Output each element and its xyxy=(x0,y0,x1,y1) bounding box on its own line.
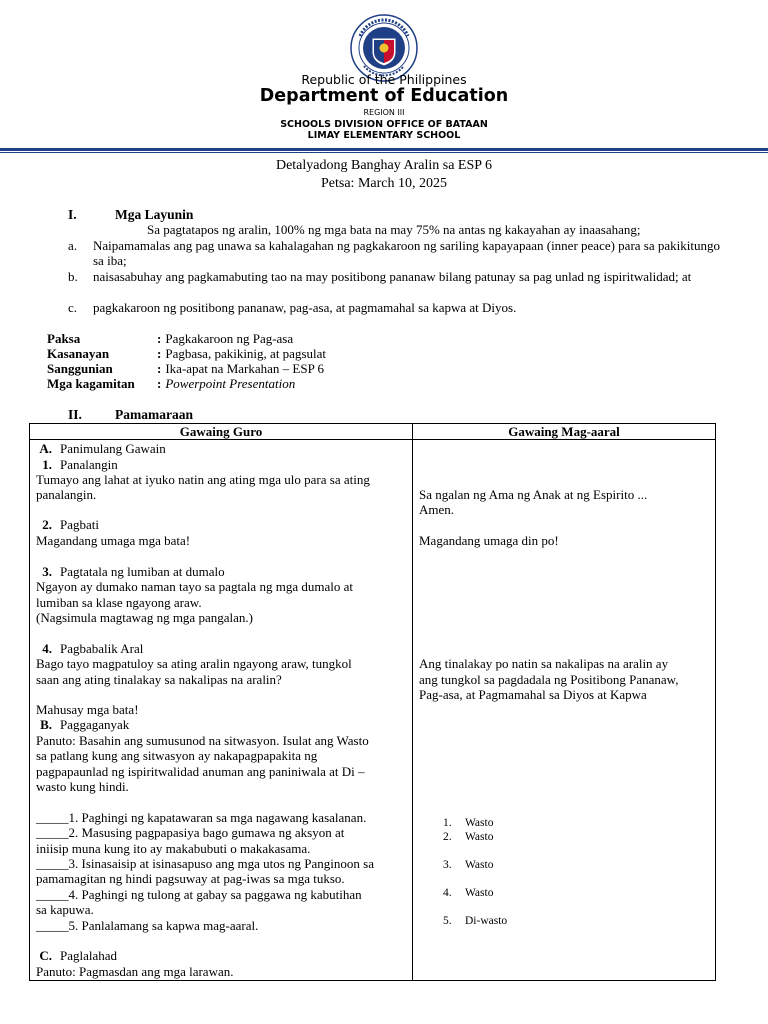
step-2-heading: 2. Pagbati xyxy=(42,517,99,532)
student-activities-cell xyxy=(413,440,716,981)
teacher-line: wasto kung hindi. xyxy=(36,779,129,794)
teacher-activities-cell xyxy=(30,440,413,981)
answer-item: 5. Di-wasto xyxy=(443,915,508,927)
teacher-line: (Nagsimula magtawag ng mga pangalan.) xyxy=(36,610,253,625)
teacher-line: lumiban sa klase ngayong araw. xyxy=(36,595,202,610)
student-response: Ang tinalakay po natin sa nakalipas na aralin ay xyxy=(419,656,669,671)
question-item: _____2. Masusing pagpapasiya bago gumawa ng aksyon at xyxy=(36,825,345,840)
objective-item: b. naisasabuhay ang pagkamabuting tao na may positibong pananaw bilang patunay sa pag unlad ng ispiritwalidad; at xyxy=(68,269,692,284)
question-item: _____5. Panlalamang sa kapwa mag-aaral. xyxy=(36,918,259,933)
answer-item: 3. Wasto xyxy=(443,859,494,871)
student-response: Pag-asa, at Pagmamahal sa Diyos at Kapwa xyxy=(419,687,647,702)
teacher-line: Mahusay mga bata! xyxy=(36,702,139,717)
header-divider xyxy=(0,148,768,151)
part-c-heading: C. Paglalahad xyxy=(39,948,118,963)
teacher-line: saan ang ating tinalakay sa nakalipas na aralin? xyxy=(36,672,282,687)
teacher-line: Ngayon ay dumako naman tayo sa pagtala ng mga dumalo at xyxy=(36,579,353,594)
teacher-line: Magandang umaga mga bata! xyxy=(36,533,191,548)
part-a-heading: A. Panimulang Gawain xyxy=(39,441,166,456)
question-item: sa kapuwa. xyxy=(36,902,94,917)
procedure-table xyxy=(29,423,716,981)
school-name: LIMAY ELEMENTARY SCHOOL xyxy=(307,130,461,141)
answer-item: 4. Wasto xyxy=(443,887,494,899)
question-item: iniisip muna kung ito ay makabubuti o makakasama. xyxy=(36,841,311,856)
teacher-line: pagpapaunlad ng ispiritwalidad anuman ang paniniwala at Di – xyxy=(36,764,365,779)
answer-item: 1. Wasto xyxy=(443,817,494,829)
part-b-heading: B. Paggaganyak xyxy=(40,717,130,732)
objective-item: a. Naipamamalas ang pag unawa sa kahalagahan ng pagkakaroon ng sariling kapayapaan (inner peace) para sa pakikitungo sa iba; xyxy=(68,238,720,268)
department-name: Department of Education xyxy=(259,86,509,106)
question-item: pamamagitan ng hindi pagsuway at pag-iwas sa mga tukso. xyxy=(36,871,345,886)
question-item: _____3. Isinasaisip at isinasapuso ang mga utos ng Panginoon sa xyxy=(36,856,374,871)
student-response: Sa ngalan ng Ama ng Anak at ng Espirito ... xyxy=(419,487,648,502)
teacher-line: panalangin. xyxy=(36,487,97,502)
student-response: ang tungkol sa pagdadala ng Positibong Pananaw, xyxy=(419,672,679,687)
question-item: _____1. Paghingi ng kapatawaran sa mga nagawang kasalanan. xyxy=(36,810,367,825)
document-title: Detalyadong Banghay Aralin sa ESP 6 xyxy=(275,158,493,173)
column-header-teacher: Gawaing Guro xyxy=(30,424,413,440)
student-response: Amen. xyxy=(419,502,455,517)
step-4-heading: 4. Pagbabalik Aral xyxy=(42,641,144,656)
teacher-line: Bago tayo magpatuloy sa ating aralin ngayong araw, tungkol xyxy=(36,656,352,671)
objective-item: c. pagkakaroon ng positibong pananaw, pag-asa, at pagmamahal sa kapwa at Diyos. xyxy=(68,300,517,315)
question-item: _____4. Paghingi ng tulong at gabay sa paggawa ng kabutihan xyxy=(36,887,362,902)
teacher-line: sa patlang kung ang sitwasyon ay nakapagpapakita ng xyxy=(36,748,318,763)
column-header-student: Gawaing Mag-aaral xyxy=(413,424,716,440)
teacher-line: Panuto: Pagmasdan ang mga larawan. xyxy=(36,964,234,979)
document-date: Petsa: March 10, 2025 xyxy=(321,176,447,191)
answer-item: 2. Wasto xyxy=(443,831,494,843)
division-line: SCHOOLS DIVISION OFFICE OF BATAAN xyxy=(280,119,488,130)
republic-line: Republic of the Philippines xyxy=(301,72,467,87)
teacher-line: Tumayo ang lahat at iyuko natin ang ating mga ulo para sa ating xyxy=(36,472,370,487)
header-divider-thin xyxy=(0,152,768,153)
step-1-heading: 1. Panalangin xyxy=(42,457,118,472)
objectives-intro: Sa pagtatapos ng aralin, 100% ng mga bata na may 75% na antas ng kakayahan ay inaasahang; xyxy=(147,222,641,237)
region-line: REGION III xyxy=(363,108,405,117)
teacher-line: Panuto: Basahin ang sumusunod na sitwasyon. Isulat ang Wasto xyxy=(36,733,369,748)
step-3-heading: 3. Pagtatala ng lumiban at dumalo xyxy=(42,564,225,579)
student-response: Magandang umaga din po! xyxy=(419,533,559,548)
